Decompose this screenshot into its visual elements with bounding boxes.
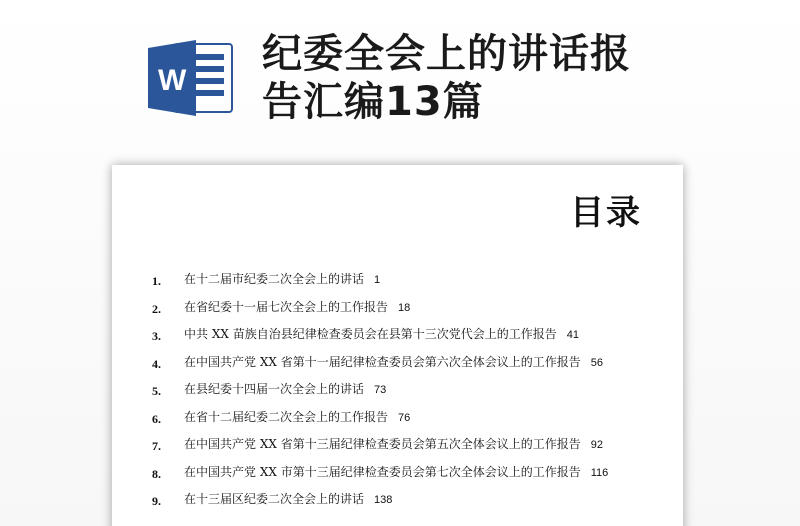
toc-entry-number: 9. bbox=[152, 494, 161, 508]
toc-entry[interactable] bbox=[152, 269, 672, 297]
toc-entry-text: 在县纪委十四届一次全会上的讲话 bbox=[184, 382, 365, 396]
toc-entry-number: 7. bbox=[152, 439, 161, 453]
toc-list bbox=[152, 269, 672, 517]
toc-entry-title bbox=[184, 297, 410, 318]
toc-entry-number: 8. bbox=[152, 466, 161, 481]
word-icon bbox=[146, 38, 236, 118]
toc-entry[interactable] bbox=[152, 297, 672, 325]
document-page bbox=[112, 165, 683, 526]
toc-entry-number: 1. bbox=[152, 274, 161, 288]
toc-entry-page: 1 bbox=[374, 274, 381, 286]
toc-entry-text: 在十二届市纪委二次全会上的讲话 bbox=[184, 272, 365, 286]
toc-entry[interactable] bbox=[152, 462, 672, 490]
toc-entry-number: 2. bbox=[152, 301, 161, 316]
toc-entry-page: 18 bbox=[398, 301, 411, 314]
toc-entry-page: 56 bbox=[590, 356, 603, 369]
toc-entry[interactable] bbox=[152, 352, 672, 380]
toc-entry-text: 在中国共产党 XX 省第十三届纪律检查委员会第五次全体会议上的工作报告 bbox=[184, 437, 581, 451]
toc-entry[interactable] bbox=[152, 379, 672, 407]
toc-entry-number: 6. bbox=[152, 411, 161, 426]
toc-entry-title bbox=[184, 462, 608, 483]
toc-entry-title bbox=[184, 407, 410, 428]
toc-entry-title bbox=[184, 434, 603, 455]
toc-entry-page: 138 bbox=[374, 494, 393, 506]
toc-entry-page: 41 bbox=[566, 329, 579, 341]
toc-entry-text: 在中国共产党 XX 市第十三届纪律检查委员会第七次全体会议上的工作报告 bbox=[184, 464, 581, 479]
title-line-1: 纪委全会上的讲话报 bbox=[262, 31, 631, 77]
toc-entry-number: 5. bbox=[152, 384, 161, 398]
toc-entry-text: 在省十二届纪委二次全会上的工作报告 bbox=[184, 409, 389, 424]
toc-entry-page: 116 bbox=[590, 466, 609, 479]
toc-entry[interactable] bbox=[152, 434, 672, 462]
toc-entry-number: 4. bbox=[152, 356, 161, 371]
toc-heading: 目录 bbox=[570, 193, 642, 233]
toc-entry-title bbox=[184, 489, 392, 510]
toc-entry-page: 92 bbox=[590, 439, 603, 451]
toc-entry-text: 中共 XX 苗族自治县纪律检查委员会在县第十三次党代会上的工作报告 bbox=[184, 327, 557, 341]
toc-entry[interactable] bbox=[152, 489, 672, 517]
toc-entry-title bbox=[184, 269, 380, 290]
toc-entry-text: 在十三届区纪委二次全会上的讲话 bbox=[184, 492, 365, 506]
toc-entry-text: 在中国共产党 XX 省第十一届纪律检查委员会第六次全体会议上的工作报告 bbox=[184, 354, 581, 369]
toc-entry-title bbox=[184, 379, 386, 400]
toc-entry-number: 3. bbox=[152, 329, 161, 343]
toc-entry[interactable] bbox=[152, 324, 672, 352]
toc-entry-title bbox=[184, 352, 603, 373]
title-line-2: 告汇编13篇 bbox=[262, 79, 484, 125]
toc-entry[interactable] bbox=[152, 407, 672, 435]
toc-entry-text: 在省纪委十一届七次全会上的工作报告 bbox=[184, 299, 389, 314]
toc-entry-page: 76 bbox=[398, 411, 411, 424]
toc-entry-page: 73 bbox=[374, 384, 387, 396]
toc-entry-title bbox=[184, 324, 579, 345]
page-title bbox=[262, 30, 682, 126]
word-icon-letter: W bbox=[158, 64, 187, 97]
